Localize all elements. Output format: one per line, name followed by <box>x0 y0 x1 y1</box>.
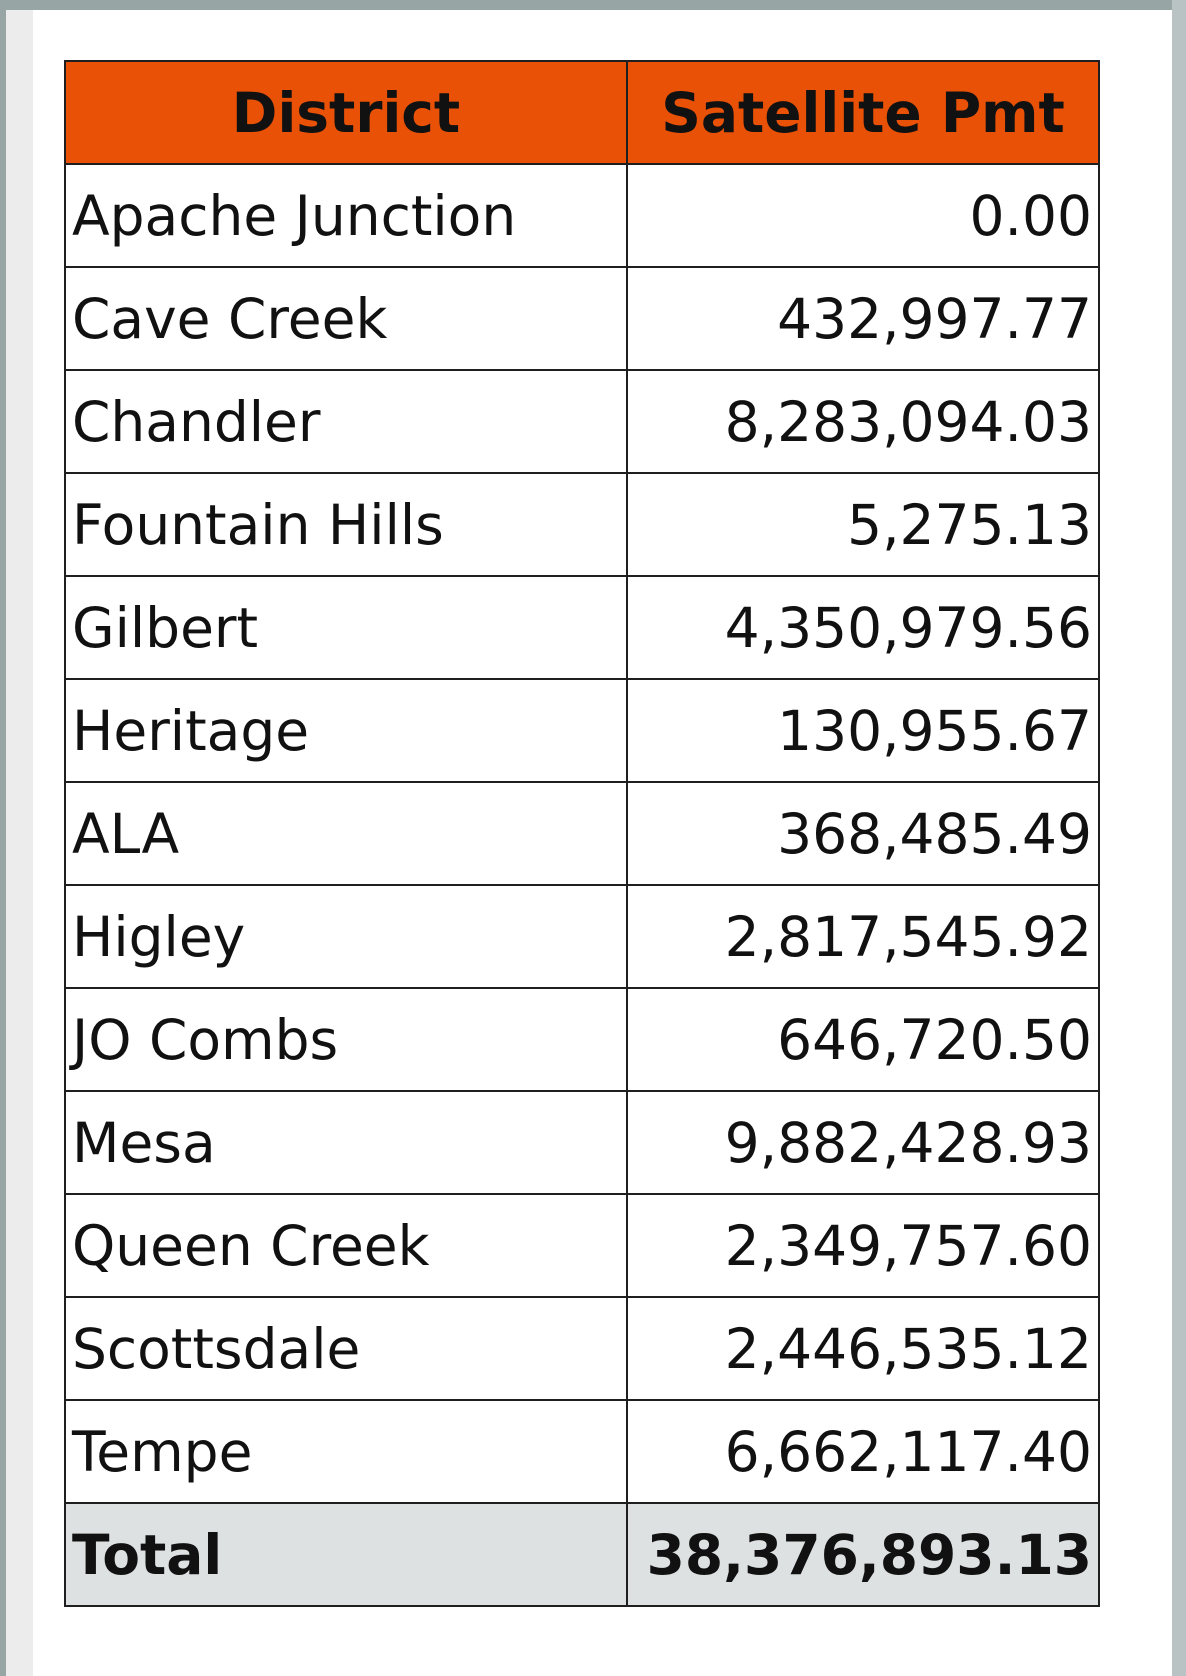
payment-cell: 368,485.49 <box>627 782 1099 885</box>
payment-cell: 2,817,545.92 <box>627 885 1099 988</box>
satellite-payment-table <box>64 60 1100 1607</box>
district-cell: JO Combs <box>65 988 627 1091</box>
total-row <box>65 1503 1099 1606</box>
district-cell: Gilbert <box>65 576 627 679</box>
district-cell: Mesa <box>65 1091 627 1194</box>
table-row <box>65 1194 1099 1297</box>
district-cell: Chandler <box>65 370 627 473</box>
payment-cell: 2,446,535.12 <box>627 1297 1099 1400</box>
district-cell: Scottsdale <box>65 1297 627 1400</box>
district-cell: Higley <box>65 885 627 988</box>
table-row <box>65 885 1099 988</box>
table-row <box>65 164 1099 267</box>
column-header-satellite-pmt: Satellite Pmt <box>627 61 1099 164</box>
payment-cell: 8,283,094.03 <box>627 370 1099 473</box>
district-cell: ALA <box>65 782 627 885</box>
district-cell: Tempe <box>65 1400 627 1503</box>
district-cell: Cave Creek <box>65 267 627 370</box>
district-cell: Fountain Hills <box>65 473 627 576</box>
payment-cell: 2,349,757.60 <box>627 1194 1099 1297</box>
page-margin-left <box>6 10 33 1676</box>
payment-cell: 646,720.50 <box>627 988 1099 1091</box>
table-row <box>65 679 1099 782</box>
district-cell: Queen Creek <box>65 1194 627 1297</box>
table-row <box>65 1400 1099 1503</box>
payment-cell: 432,997.77 <box>627 267 1099 370</box>
table-row <box>65 576 1099 679</box>
district-cell: Heritage <box>65 679 627 782</box>
payment-cell: 5,275.13 <box>627 473 1099 576</box>
table-row <box>65 1297 1099 1400</box>
table-row <box>65 473 1099 576</box>
payment-cell: 6,662,117.40 <box>627 1400 1099 1503</box>
table-row <box>65 1091 1099 1194</box>
district-cell: Apache Junction <box>65 164 627 267</box>
table-row <box>65 782 1099 885</box>
payment-cell: 9,882,428.93 <box>627 1091 1099 1194</box>
table-row <box>65 370 1099 473</box>
window-frame-top <box>0 0 1186 10</box>
column-header-district: District <box>65 61 627 164</box>
total-value: 38,376,893.13 <box>627 1503 1099 1606</box>
payment-cell: 130,955.67 <box>627 679 1099 782</box>
payment-cell: 4,350,979.56 <box>627 576 1099 679</box>
total-label: Total <box>65 1503 627 1606</box>
table-row <box>65 267 1099 370</box>
payment-cell: 0.00 <box>627 164 1099 267</box>
window-frame-right <box>1172 0 1186 1676</box>
table-header-row <box>65 61 1099 164</box>
table-row <box>65 988 1099 1091</box>
